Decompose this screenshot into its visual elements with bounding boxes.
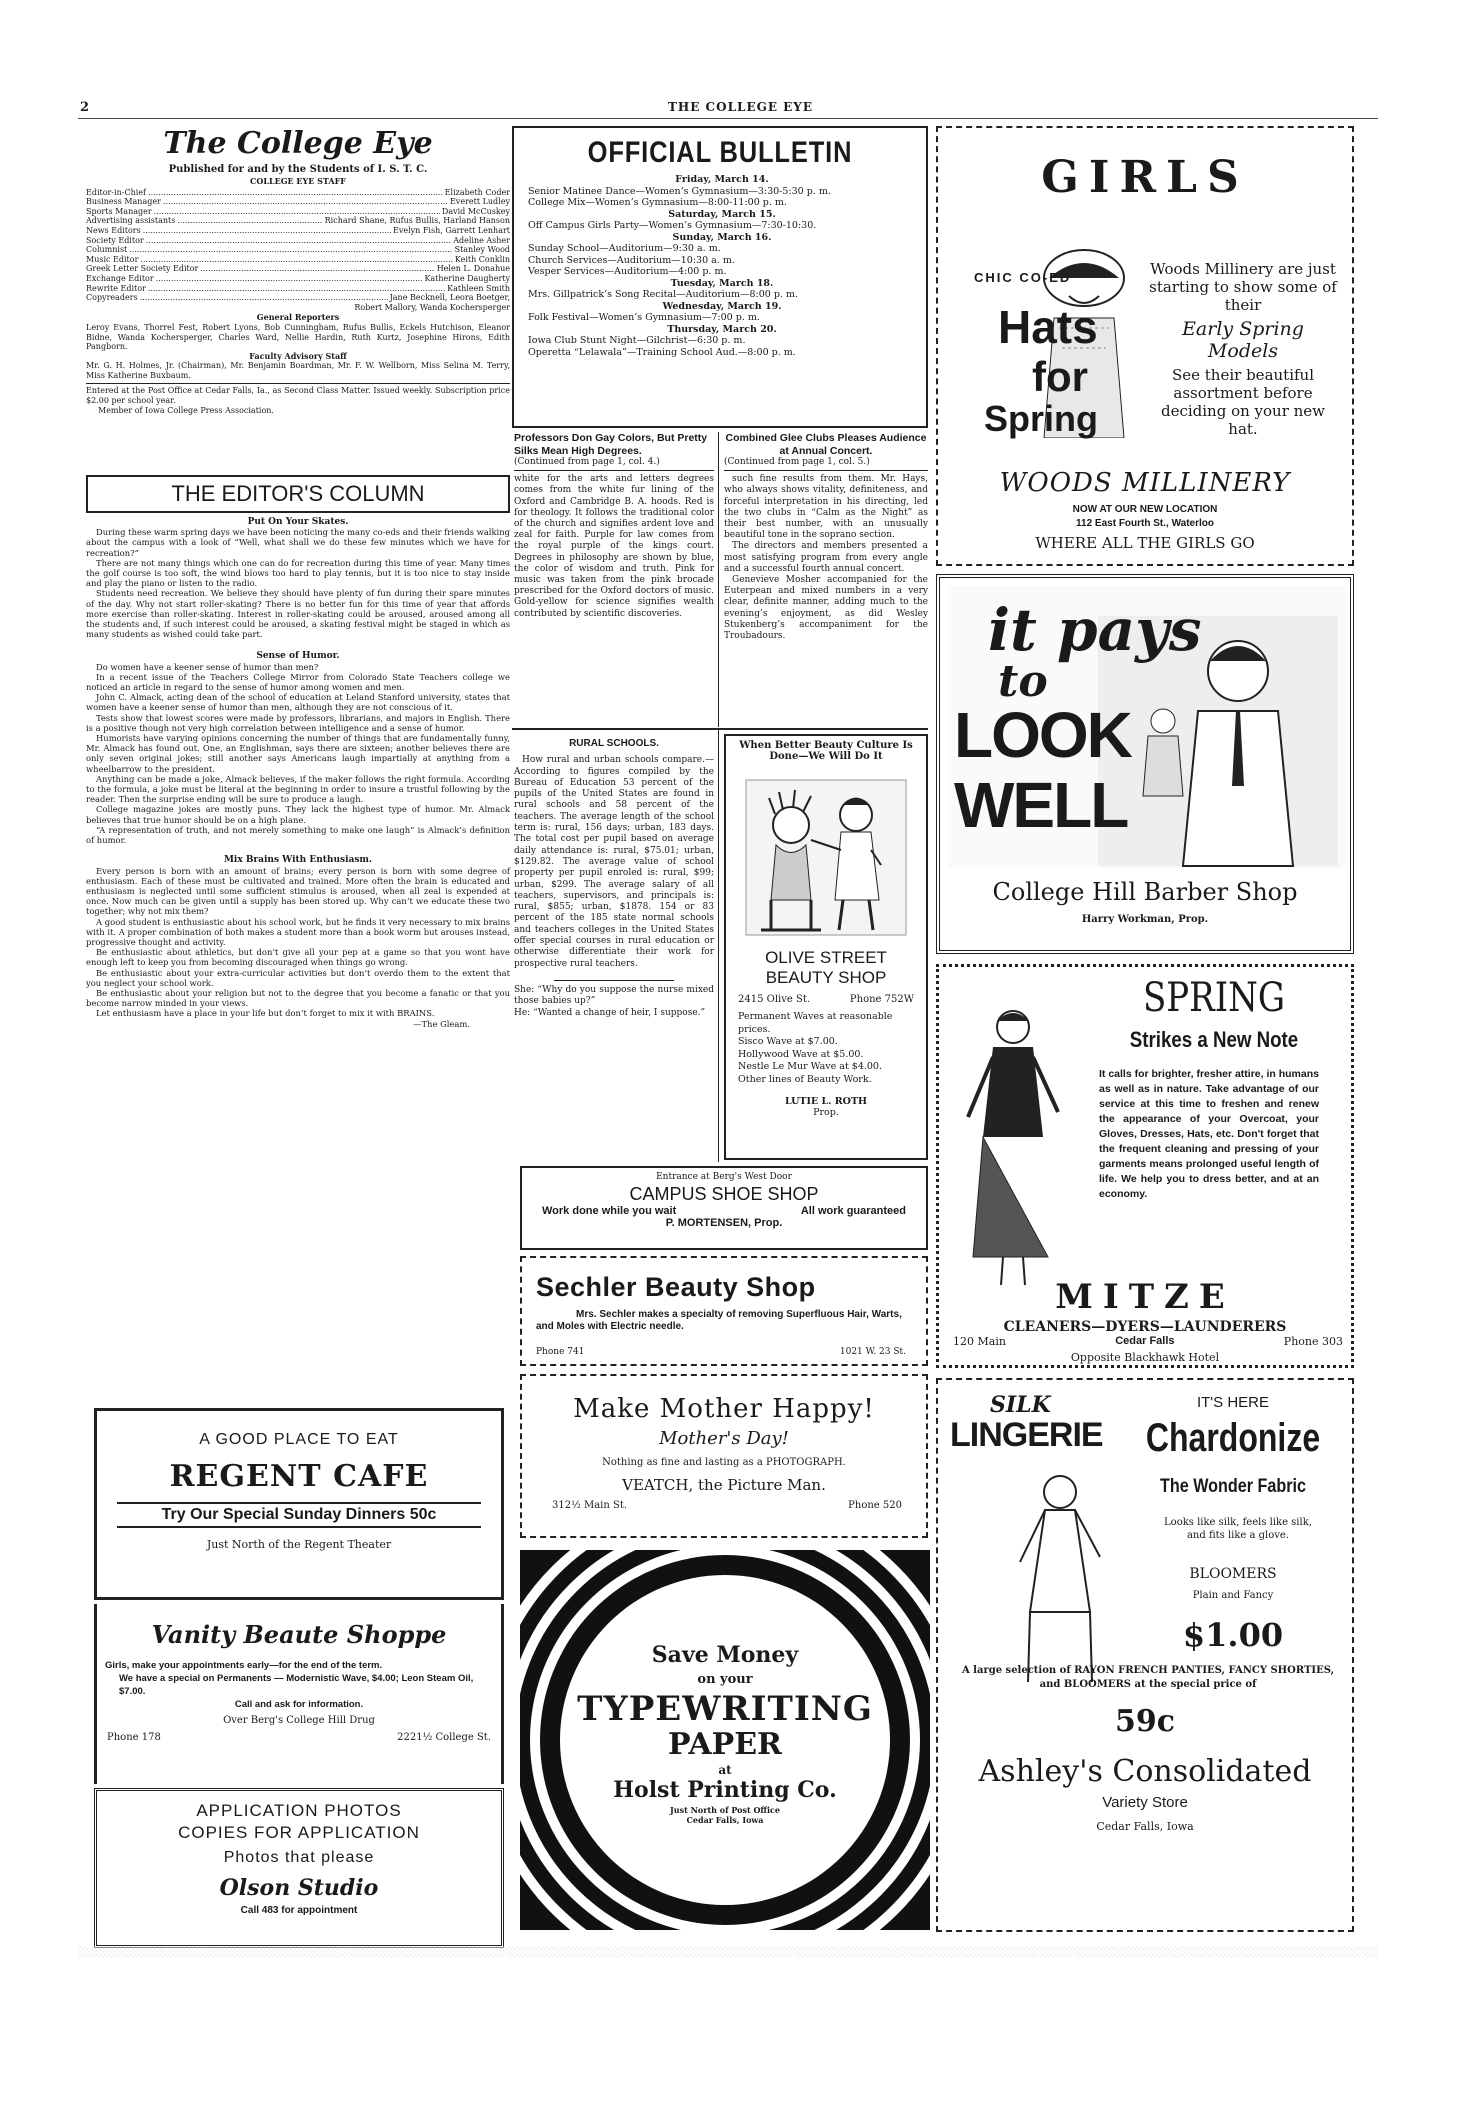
- staff-name: Kathleen Smith: [447, 283, 510, 293]
- olive-address: 2415 Olive St.: [738, 994, 811, 1005]
- staff-row: [86, 293, 510, 303]
- woods-art-4: Spring: [984, 398, 1098, 439]
- vanity-line-3: Call and ask for information.: [234, 1699, 364, 1710]
- staff-role: Exchange Editor: [86, 273, 154, 283]
- staff-row: [86, 188, 510, 198]
- olive-contact: [738, 994, 914, 1005]
- mitze-city: Cedar Falls: [1115, 1335, 1175, 1347]
- staff-heading: COLLEGE EYE STAFF: [250, 176, 346, 186]
- woods-body-1: Woods Millinery are just starting to show some of their: [1149, 260, 1337, 314]
- header-rule: [78, 118, 1378, 119]
- olive-line: Sisco Wave at $7.00.: [738, 1036, 838, 1047]
- rural-body: How rural and urban schools compare.—According to figures compiled by the Bureau of Education 53 percent of the pupils of the United States are found in rural schools and 58 percent of the teachers. The average length of the school term is: rural, 156 days; urban, 183 days. The total cost per pupil based on average daily attendance is: rural, $75.01; urban, $129.82. The average value of school property per pupil enroled is: rural, $99; urban, $299. The average salary of all teachers, supervisors, and principals is: rural, $855; urban, $1878. 154 or 83 percent of the 185 state normal schools and teachers colleges in the United States offer special courses in rural education or otherwise differentiate their work for prospective rural teachers.: [514, 755, 714, 969]
- shoe-entrance: Entrance at Berg's West Door: [656, 1172, 792, 1182]
- bulletin-item: Folk Festival—Women’s Gymnasium—7:00 p. m.: [528, 312, 760, 323]
- mitze-trades: CLEANERS—DYERS—LAUNDERERS: [1003, 1319, 1287, 1335]
- faculty: Mr. G. H. Holmes, Jr. (Chairman), Mr. Benjamin Boardman, Mr. F. W. Wellborn, Miss Selina M. Terry, Miss Katherine Buxbaum.: [86, 361, 510, 380]
- mother-name: VEATCH, the Picture Man.: [622, 1476, 826, 1494]
- mother-line: Nothing as fine and lasting as a PHOTOGRAPH.: [602, 1457, 846, 1468]
- article-para: College magazine jokes are mostly puns. They lack the highest type of humor. Mr. Almack believes that true humor should be on a high plane.: [86, 804, 510, 825]
- bulletin-day: Friday, March 14.: [675, 174, 769, 185]
- regent-top: A GOOD PLACE TO EAT: [199, 1431, 399, 1448]
- copyreaders-cont: Robert Mallory, Wanda Kochersperger: [354, 302, 510, 312]
- olive-illustration: [731, 770, 921, 940]
- staff-row: [86, 236, 510, 246]
- olson-line-2: COPIES FOR APPLICATION: [178, 1823, 420, 1842]
- barber-art-4: WELL: [954, 769, 1128, 841]
- woods-art-3: for: [1032, 353, 1088, 400]
- article-para: Be enthusiastic about athletics, but don’t give all your pep at a game so that you wont have enough left to keep you from becoming discouraged when things go wrong.: [86, 947, 510, 968]
- ashley-type: Variety Store: [1102, 1794, 1188, 1811]
- staff-role: Copyreaders: [86, 293, 138, 303]
- staff-row: [86, 274, 510, 284]
- rural-divider: [554, 980, 674, 981]
- olive-lines: [738, 1011, 926, 1086]
- staff-row: [86, 245, 510, 255]
- ashley-store: Ashley's Consolidated: [978, 1754, 1312, 1789]
- ashleys-ad: [936, 1378, 1354, 1932]
- staff-role: Columnist: [86, 245, 128, 255]
- olive-name: OLIVE STREET BEAUTY SHOP: [765, 948, 887, 987]
- staff-name: Helen L. Donahue: [436, 264, 510, 274]
- article-title: Put On Your Skates.: [247, 517, 349, 527]
- vanity-line-2: We have a special on Permanents — Modernistic Wave, $4.00; Leon Steam Oil, $7.00.: [119, 1673, 474, 1697]
- staff-name: Evelyn Fish, Garrett Lenhart: [393, 225, 510, 235]
- column-rule: [718, 730, 719, 1162]
- bulletin-day: Tuesday, March 18.: [670, 277, 774, 289]
- woods-art-1: CHIC CO-ED: [974, 270, 1072, 285]
- olive-line: Nestle Le Mur Wave at $4.00.: [738, 1061, 882, 1072]
- article-para: A good student is enthusiastic about his school work, but he finds it very necessary to mix brains with it. A proper combination of both makes a student more than a book worm but arouses instead, progressive thought and activity.: [86, 916, 510, 947]
- bulletin-item: Operetta “Lelawala”—Training School Aud.—8:00 p. m.: [528, 346, 796, 358]
- staff-row: [86, 207, 510, 217]
- staff-list: [86, 188, 510, 416]
- bulletin-item: Vesper Services—Auditorium—4:00 p. m.: [528, 266, 727, 277]
- official-bulletin: [512, 126, 928, 428]
- staff-name: David McCuskey: [441, 206, 510, 216]
- silks-continued: (Continued from page 1, col. 4.): [514, 457, 714, 471]
- bulletin-item: Church Services—Auditorium—10:30 a. m.: [528, 254, 735, 266]
- olive-owner: LUTIE L. ROTH: [784, 1096, 868, 1107]
- woods-copy: [1148, 260, 1338, 438]
- article-para: Every person is born with an amount of brains; every person is born with some degree of enthusiasm. Each of these must be cultivated and trained. More often the brain is educated and enthusiasm is neglected until some sufficient stimulus is aroused, when all zeal is expended at once. Now much can be given until a supply has been stored up. Why can’t we educate these two together; why not mix them?: [86, 865, 510, 917]
- shoe-right: All work guaranteed: [800, 1205, 906, 1217]
- mitze-address: 120 Main: [953, 1335, 1006, 1348]
- barber-prop: Harry Workman, Prop.: [1081, 914, 1209, 925]
- olive-line: Permanent Waves at reasonable prices.: [738, 1011, 893, 1035]
- mitze-phone: Phone 303: [1283, 1335, 1343, 1348]
- article-para: There are not many things which one can do for recreation during this time of year. Many times the golf course is too soft, the wind blows too hard to play tennis, but it is too nice to stay inside and play the piano or listen to the radio.: [86, 557, 510, 589]
- ashley-plain: Plain and Fancy: [1192, 1590, 1274, 1601]
- article-title: Sense of Humor.: [256, 651, 340, 662]
- article-para: “A representation of truth, and not merely something to make one laugh” is Almack’s definition of humor.: [86, 824, 510, 846]
- article-para: Anything can be made a joke, Almack believes, if the maker follows the right formula. According to the formula, a joke must be literal at the beginning in order to insure a trustful following by the reader. Then the surprise ending will be sure to produce a laugh.: [86, 773, 510, 805]
- staff-role: Music Editor: [86, 254, 139, 264]
- ashley-price-2: 59c: [1114, 1704, 1175, 1739]
- olive-line: Hollywood Wave at $5.00.: [738, 1048, 864, 1060]
- barber-art-3: LOOK: [954, 699, 1131, 771]
- staff-row: [86, 197, 510, 207]
- bulletin-body: [514, 170, 926, 358]
- editors-column-heading: THE EDITOR'S COLUMN: [86, 475, 510, 513]
- ashley-here: IT'S HERE: [1196, 1394, 1270, 1411]
- ashley-name: Chardonize: [1145, 1416, 1321, 1460]
- staff-role: News Editors: [86, 225, 141, 235]
- rural-joke: She: “Why do you suppose the nurse mixed those babies up?”: [514, 984, 714, 1007]
- bulletin-item: Senior Matinee Dance—Women’s Gymnasium—3:30-5:30 p. m.: [528, 185, 831, 197]
- olive-prop: Prop.: [813, 1107, 839, 1118]
- silks-article: [514, 432, 714, 620]
- shoe-name: CAMPUS SHOE SHOP: [629, 1184, 819, 1204]
- article-para: Be enthusiastic about your religion but not to the degree that you become a fanatic or that you become narrow minded in your views.: [86, 987, 510, 1009]
- staff-name: Richard Shane, Rufus Bullis, Harland Hanson: [324, 216, 510, 226]
- sechler-name: Sechler Beauty Shop: [536, 1272, 816, 1302]
- barber-art-1: it pays: [988, 596, 1202, 664]
- veatch-ad: [520, 1374, 928, 1538]
- article-para: Tests show that lowest scores were made by professors, librarians, and majors in English. There is a positive though not very high correlation between intelligence and a sense of humor.: [86, 712, 510, 733]
- mother-sub: Mother's Day!: [659, 1428, 789, 1449]
- reporters: Leroy Evans, Thorrel Fest, Robert Lyons, Bob Cunningham, Rufus Bullis, Eckels Hutchison, Eleanor Bidne, Wanda Kochersperger, Charles Ward, Nellie Hardin, Ruth Kurtz, Josephine Hirons, Edith Pangborn.: [86, 322, 510, 352]
- vanity-footer: [107, 1732, 491, 1743]
- mitze-cleaners-ad: [936, 964, 1354, 1368]
- editorials: [86, 517, 510, 1029]
- holst-line-4: PAPER: [667, 1727, 782, 1762]
- member-notice: Member of Iowa College Press Association.: [98, 405, 274, 415]
- glee-body: Genevieve Mosher accompanied for the Euterpean and mixed numbers in a very clear, definite manner, adding much to the evening’s enjoyment, as did Wesley Stukenberg’s accompaniment for the Troubadours.: [724, 575, 928, 642]
- silks-headline: Professors Don Gay Colors, But Pretty Silks Mean High Degrees.: [514, 432, 708, 457]
- shoe-taglines: [542, 1205, 906, 1217]
- sechler-address: 1021 W. 23 St.: [839, 1347, 906, 1357]
- staff-row: [86, 255, 510, 265]
- holst-text: [520, 1550, 930, 1825]
- sechler-ad: [520, 1256, 928, 1366]
- holst-line-3: TYPEWRITING: [577, 1689, 873, 1729]
- campus-shoe-ad: [520, 1166, 928, 1250]
- staff-row: [86, 226, 510, 236]
- olson-name: Olson Studio: [219, 1875, 379, 1901]
- woods-italic: Early Spring Models: [1182, 318, 1304, 362]
- barber-art-2: to: [998, 656, 1048, 707]
- glee-body: such fine results from them. Mr. Hays, who always shows vitality, definiteness, and forceful interpretation in his directing, led the two clubs in “Calm as the Night” as their best number, with an unusually beautiful tone in the soprano section.: [724, 474, 928, 541]
- glee-continued: (Continued from page 1, col. 5.): [724, 457, 928, 471]
- staff-name: Elizabeth Coder: [444, 187, 510, 197]
- mother-footer: [552, 1500, 902, 1511]
- mitze-contact: [953, 1335, 1343, 1348]
- ashley-desc: Looks like silk, feels like silk, and fits like a glove.: [1164, 1517, 1312, 1541]
- mitze-body: It calls for brighter, fresher attire, in humans as well as in nature. Take advantage of our service at this time to freshen and renew the appearance of your Overcoat, your Gloves, Dresses, Hats, etc. Don't forget that the frequent cleaning and pressing of your garments means prolonged useful length of life. We help you to dress better, and at an economy.: [1099, 1068, 1319, 1200]
- mitze-name: MITZE: [1055, 1277, 1235, 1317]
- ashley-art-2: LINGERIE: [950, 1416, 1103, 1454]
- shoe-left: Work done while you wait: [542, 1205, 677, 1217]
- silks-body: white for the arts and letters degrees comes from the white fur lining of the Oxford and Cambridge B. A. hoods. Red is for theology. It follows the traditional color of the church and signifies ardent love and zeal for faith. Purple for law comes from the royal purple of the kings court. Degrees in philosophy are shown by blue, the color of wisdom and truth. Pink for music was taken from the pink brocade prescribed for the Oxford doctors of music. Gold-yellow for science signifies wealth contributed by scientific discoveries.: [514, 474, 714, 619]
- ashley-city: Cedar Falls, Iowa: [1096, 1820, 1194, 1833]
- olson-studio-ad: [94, 1788, 504, 1948]
- staff-role: Rewrite Editor: [86, 283, 146, 293]
- editors-column: [86, 475, 510, 1029]
- mitze-fashion-illustration: [953, 997, 1073, 1287]
- holst-line-5: at: [718, 1763, 732, 1777]
- vanity-shoppe-ad: [94, 1604, 504, 1784]
- vanity-phone: Phone 178: [107, 1732, 161, 1743]
- regent-name: REGENT CAFE: [169, 1459, 429, 1494]
- regent-special: Try Our Special Sunday Dinners 50c: [117, 1502, 481, 1528]
- staff-role: Greek Letter Society Editor: [86, 264, 199, 274]
- holst-line-8: Cedar Falls, Iowa: [686, 1815, 764, 1825]
- glee-body: The directors and members presented a most satisfying program from every angle and a successful fourth annual concert.: [724, 541, 928, 574]
- barber-artwork: [948, 586, 1346, 868]
- rural-title: RURAL SCHOOLS.: [569, 738, 659, 749]
- olson-line-1: APPLICATION PHOTOS: [196, 1801, 402, 1820]
- bulletin-day: Wednesday, March 19.: [662, 300, 782, 312]
- holst-line-6: Holst Printing Co.: [613, 1777, 837, 1803]
- ashley-selection: A large selection of RAYON FRENCH PANTIES, FANCY SHORTIES, and BLOOMERS at the special price of: [961, 1665, 1335, 1690]
- article-para: Do women have a keener sense of humor than men?: [96, 661, 319, 672]
- running-head: THE COLLEGE EYE: [667, 100, 814, 114]
- olive-street-ad: [724, 734, 928, 1160]
- article-para: In a recent issue of the Teachers College Mirror from Colorado State Teachers college we noticed an article in regard to the sense of humor among women and men.: [86, 671, 510, 693]
- sechler-phone: Phone 741: [536, 1347, 585, 1357]
- regent-cafe-ad: [94, 1408, 504, 1600]
- bottom-texture: [78, 1946, 1378, 1958]
- woods-artwork: [974, 238, 1144, 438]
- glee-article: [724, 432, 928, 642]
- woods-art-2: Hats: [998, 301, 1098, 353]
- staff-row: [86, 216, 510, 226]
- bulletin-item: College Mix—Women’s Gymnasium—8:00-11:00 p. m.: [528, 197, 787, 208]
- woods-tagline: WHERE ALL THE GIRLS GO: [1035, 534, 1255, 552]
- bulletin-item: Sunday School—Auditorium—9:30 a. m.: [528, 243, 721, 254]
- article-title: Mix Brains With Enthusiasm.: [223, 855, 373, 866]
- staff-name: Keith Conklin: [454, 254, 510, 264]
- staff-name: Adeline Asher: [453, 235, 510, 245]
- regent-location: Just North of the Regent Theater: [206, 1538, 392, 1551]
- page-number: 2: [80, 100, 90, 115]
- staff-role: Business Manager: [86, 197, 161, 207]
- reporters-heading: General Reporters: [256, 312, 340, 323]
- article-para: During these warm spring days we have been noticing the many co-eds and their friends walking about the campus with a look of “Well, what shall we do these few minutes which we have for recreation?”: [86, 527, 510, 558]
- ashley-art-1: SILK: [990, 1392, 1051, 1418]
- woods-head: GIRLS: [1041, 152, 1249, 203]
- article-signoff: —The Gleam.: [413, 1018, 470, 1029]
- holst-printing-ad: [520, 1550, 930, 1930]
- staff-role: Editor-in-Chief: [86, 187, 147, 197]
- bulletin-item: Off Campus Girls Party—Women’s Gymnasium—7:30-10:30.: [528, 220, 817, 231]
- woods-name: WOODS MILLINERY: [999, 468, 1291, 498]
- ashley-bloomers: BLOOMERS: [1189, 1566, 1277, 1582]
- rural-schools-article: [514, 734, 714, 1019]
- staff-row: [86, 284, 510, 294]
- bulletin-day: Sunday, March 16.: [672, 231, 772, 243]
- ashley-price: $1.00: [1182, 1616, 1284, 1654]
- staff-role: Sports Manager: [86, 206, 152, 216]
- mitze-sub: Strikes a New Note: [1129, 1027, 1299, 1052]
- holst-line-1: Save Money: [651, 1642, 799, 1668]
- article-para: Humorists have varying opinions concerning the number of things that are fundamentally funny, Mr. Almack has found out. One, an Englishman, says there are sixteen; another believes there are only seven original jokes; still another says Americans laugh impartially at anything from a wheelbarrow to the president.: [86, 733, 510, 774]
- olive-phone: Phone 752W: [849, 994, 914, 1005]
- vanity-name: Vanity Beaute Shoppe: [151, 1620, 447, 1649]
- staff-role: Society Editor: [86, 235, 144, 245]
- holst-line-2: on your: [697, 1672, 753, 1687]
- mother-phone: Phone 520: [848, 1500, 902, 1511]
- article-para: Be enthusiastic about your extra-curricular activities but don’t overdo them to the extent that you neglect your school work.: [86, 967, 510, 988]
- bulletin-day: Thursday, March 20.: [667, 323, 777, 335]
- olson-line-3: Photos that please: [223, 1849, 375, 1866]
- bulletin-item: Mrs. Gillpatrick’s Song Recital—Auditorium—8:00 p. m.: [528, 289, 798, 300]
- mother-address: 312½ Main St.: [552, 1500, 628, 1511]
- ashley-sub: The Wonder Fabric: [1160, 1476, 1306, 1497]
- bulletin-title: OFFICIAL BULLETIN: [587, 136, 853, 169]
- staff-row: [86, 264, 510, 274]
- rural-joke: He: “Wanted a change of heir, I suppose.”: [514, 1007, 706, 1018]
- ashley-artwork: [950, 1392, 1120, 1692]
- mitze-opposite: Opposite Blackhawk Hotel: [1070, 1351, 1220, 1364]
- shoe-prop: P. MORTENSEN, Prop.: [665, 1217, 783, 1229]
- sechler-footer: [536, 1347, 906, 1357]
- faculty-heading: Faculty Advisory Staff: [249, 350, 347, 361]
- masthead-published: Published for and by the Students of I. S. T. C.: [168, 164, 428, 175]
- vanity-line-4: Over Berg's College Hill Drug: [223, 1715, 375, 1726]
- sechler-body: Mrs. Sechler makes a specialty of removing Superfluous Hair, Warts, and Moles with Electric needle.: [536, 1309, 902, 1332]
- woods-address: 112 East Fourth St., Waterloo: [1076, 518, 1214, 529]
- barber-shop-ad: [936, 574, 1354, 954]
- woods-location: NOW AT OUR NEW LOCATION: [1072, 504, 1218, 515]
- masthead-title: The College Eye: [163, 126, 433, 161]
- olive-tagline: When Better Beauty Culture Is Done—We Will Do It: [739, 740, 913, 762]
- bulletin-day: Saturday, March 15.: [668, 208, 776, 220]
- staff-name: Katherine Daugherty: [424, 273, 510, 283]
- staff-name: Stanley Wood: [454, 245, 510, 255]
- entered-notice: Entered at the Post Office at Cedar Falls, Ia., as Second Class Matter. Issued weekly. Subscription price $2.00 per school year.: [86, 383, 510, 405]
- olson-call: Call 483 for appointment: [240, 1905, 358, 1916]
- vanity-line-1: Girls, make your appointments early—for the end of the term.: [105, 1660, 383, 1671]
- masthead: [86, 126, 510, 415]
- section-rule: [512, 728, 928, 730]
- staff-role: Advertising assistants: [86, 216, 176, 226]
- article-para: Students need recreation. We believe they should have plenty of fun during their spare minutes of the day. Why not start roller-skating? There is no better fun for this time of year that affords more exercise than roller-skating. Interest in roller-skating could be aroused, aroused among all the students and, if such interest could be aroused, a skating festival might be staged in which as many students as wished could take part.: [86, 588, 510, 640]
- article-para: Let enthusiasm have a place in your life but don’t forget to mix it with BRAINS.: [96, 1008, 435, 1019]
- holst-line-7: Just North of Post Office: [670, 1805, 780, 1815]
- staff-name: Jane Becknell, Leora Boetger,: [389, 293, 510, 303]
- mother-head: Make Mother Happy!: [573, 1394, 875, 1424]
- bulletin-item: Iowa Club Stunt Night—Gilchrist—6:30 p. m.: [528, 335, 746, 346]
- vanity-address: 2221½ College St.: [397, 1732, 491, 1743]
- woods-millinery-ad: [936, 126, 1354, 566]
- mitze-head: SPRING: [1142, 975, 1286, 1021]
- glee-headline: Combined Glee Clubs Pleases Audience at Annual Concert.: [725, 432, 927, 457]
- barber-name: College Hill Barber Shop: [992, 878, 1298, 906]
- article-para: John C. Almack, acting dean of the school of education at Leland Stanford university, states that women have a keener sense of humor than men, although they are not conscious of it.: [86, 692, 510, 713]
- olive-line: Other lines of Beauty Work.: [738, 1073, 872, 1085]
- column-rule: [718, 432, 719, 727]
- woods-body-2: See their beautiful assortment before deciding on your new hat.: [1160, 366, 1326, 438]
- staff-name: Everett Ludley: [449, 197, 510, 207]
